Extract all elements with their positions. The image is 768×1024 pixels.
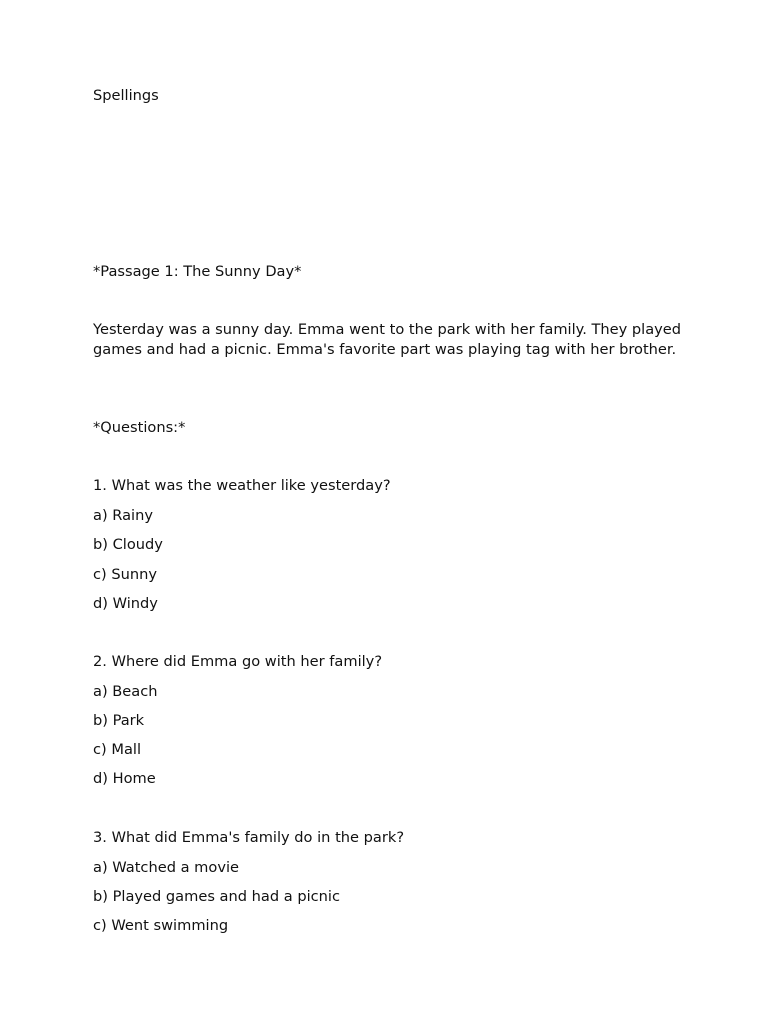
question-2-option-b: b) Park	[93, 712, 145, 729]
question-2-option-d: d) Home	[93, 770, 156, 787]
question-1-option-b: b) Cloudy	[93, 536, 163, 553]
question-2-prompt: 2. Where did Emma go with her family?	[93, 653, 383, 670]
question-3-option-c: c) Went swimming	[93, 917, 229, 934]
passage-text: Yesterday was a sunny day. Emma went to the park with her family. They played games and had a picnic. Emma's favorite part was playing tag with her brother.	[93, 321, 682, 358]
question-1-option-a: a) Rainy	[93, 507, 153, 524]
question-3-option-b: b) Played games and had a picnic	[93, 888, 340, 905]
question-1-prompt: 1. What was the weather like yesterday?	[93, 477, 391, 494]
question-1-option-d: d) Windy	[93, 595, 158, 612]
passage-title: *Passage 1: The Sunny Day*	[93, 263, 302, 280]
document-heading: Spellings	[93, 87, 159, 104]
questions-heading: *Questions:*	[93, 419, 186, 436]
question-2-option-c: c) Mall	[93, 741, 141, 758]
question-2-option-a: a) Beach	[93, 683, 158, 700]
question-3-option-a: a) Watched a movie	[93, 859, 239, 876]
document-page	[93, 0, 693, 1024]
question-1-option-c: c) Sunny	[93, 566, 158, 583]
question-3-prompt: 3. What did Emma's family do in the park?	[93, 829, 405, 846]
